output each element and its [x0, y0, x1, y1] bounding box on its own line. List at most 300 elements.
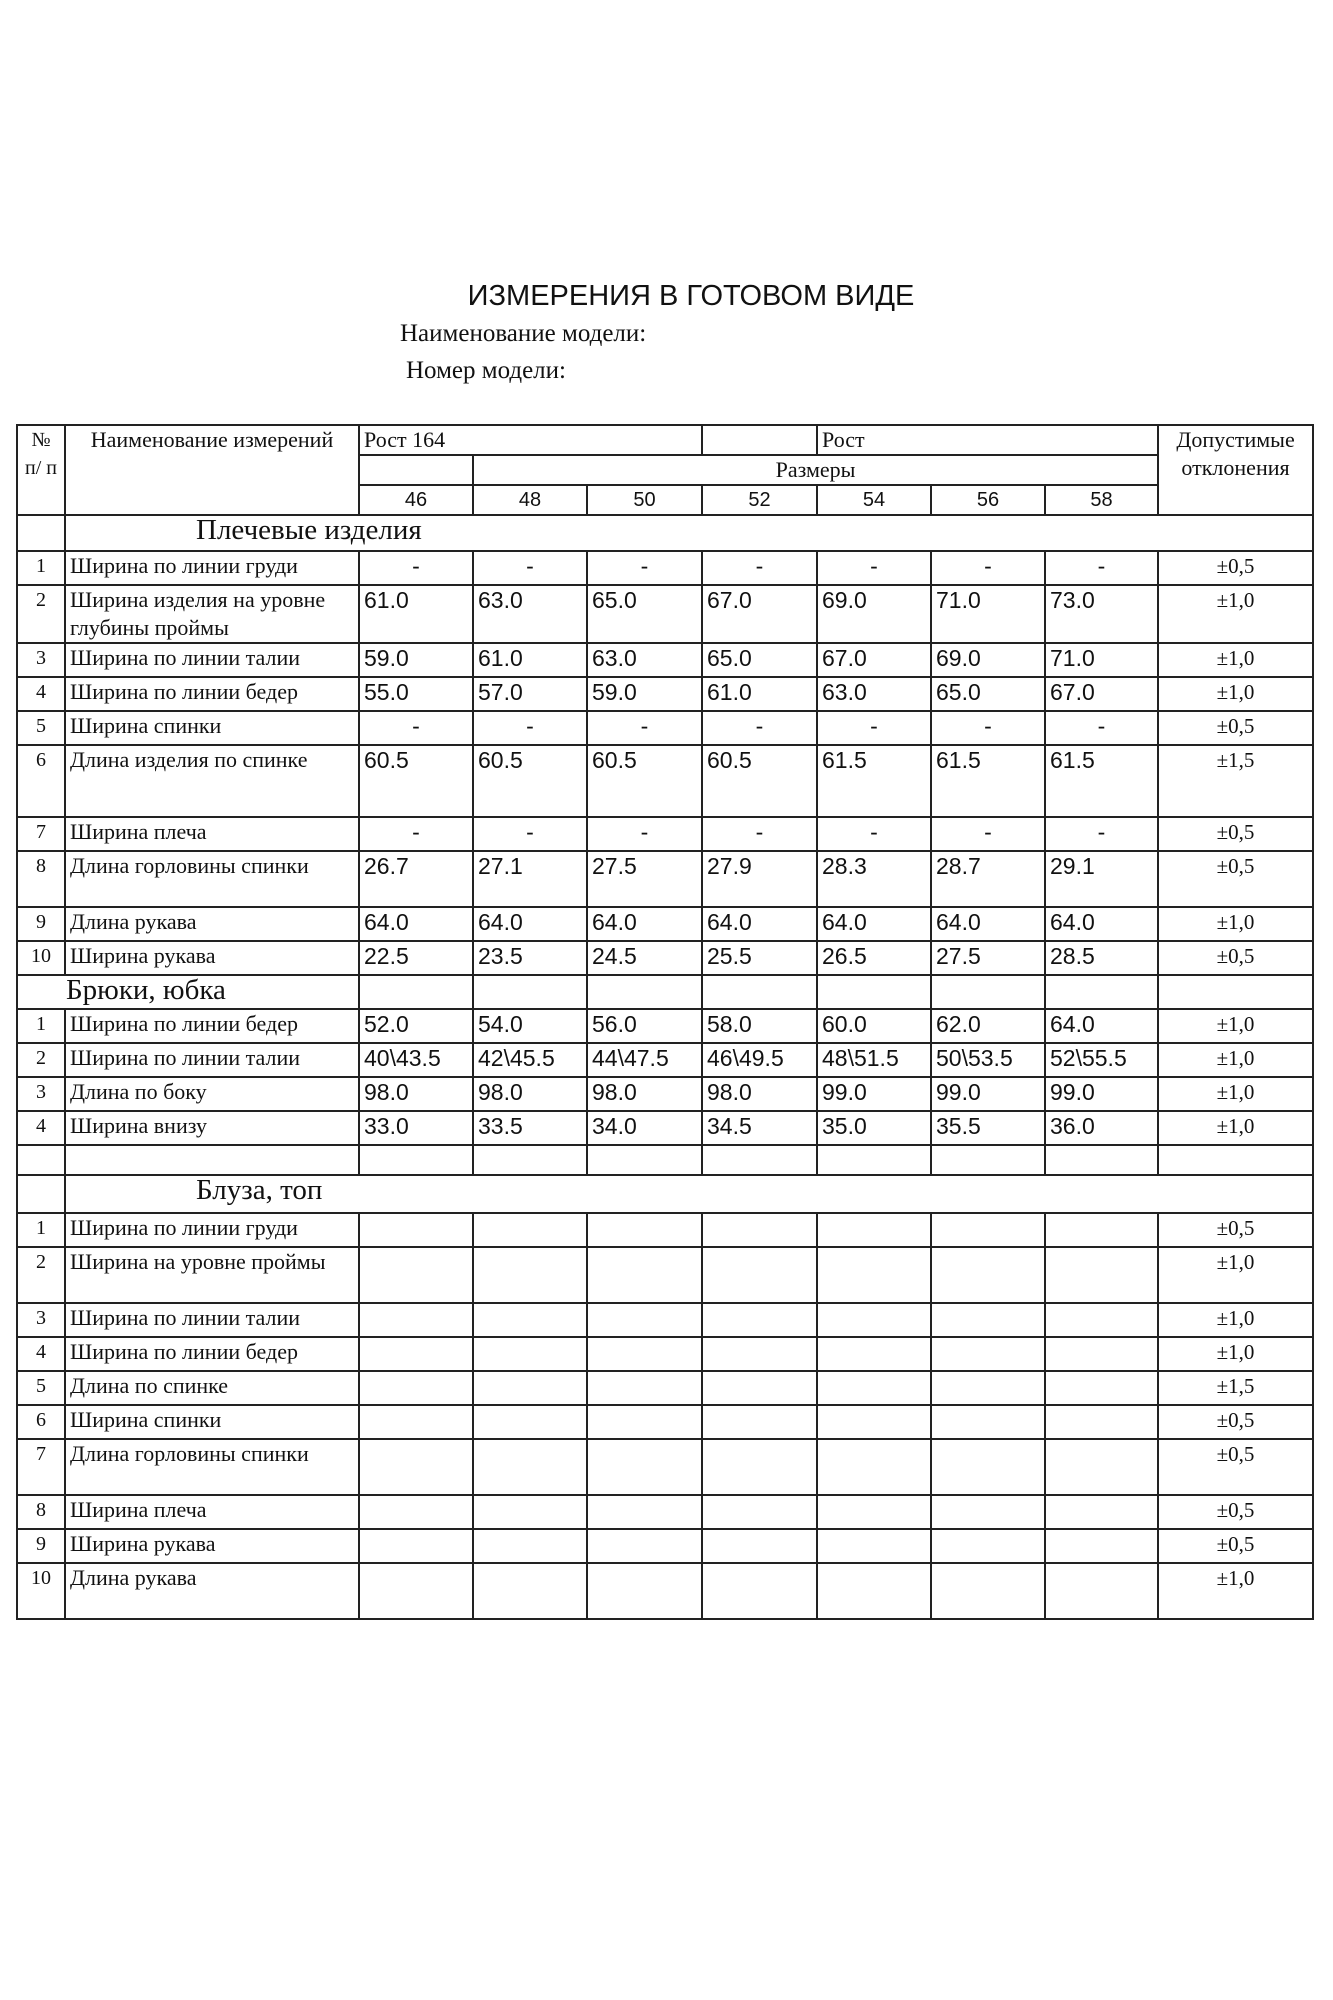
- measurement-name: Длина рукава: [65, 1563, 359, 1619]
- row-number: 3: [17, 643, 65, 677]
- size-header: 52: [702, 485, 817, 515]
- tolerance-value: ±0,5: [1158, 1213, 1313, 1247]
- tolerance-value: ±0,5: [1158, 941, 1313, 975]
- measurement-value: [587, 1213, 702, 1247]
- tolerance-value: ±1,5: [1158, 745, 1313, 817]
- measurement-value: -: [473, 817, 587, 851]
- spacer-row: [17, 1145, 1313, 1175]
- section-blank: [702, 975, 817, 1009]
- measurement-value: [359, 1405, 473, 1439]
- measurement-value: 33.0: [359, 1111, 473, 1145]
- row-number: 7: [17, 1439, 65, 1495]
- tolerance-value: ±0,5: [1158, 1495, 1313, 1529]
- measurement-value: 67.0: [702, 585, 817, 643]
- document-title: ИЗМЕРЕНИЯ В ГОТОВОМ ВИДЕ: [467, 280, 915, 312]
- size-header: 48: [473, 485, 587, 515]
- measurement-value: [702, 1405, 817, 1439]
- section-blank: [1045, 975, 1158, 1009]
- measurement-name: Длина по спинке: [65, 1371, 359, 1405]
- measurement-value: [587, 1563, 702, 1619]
- measurement-value: [702, 1529, 817, 1563]
- table-row: [17, 1303, 1313, 1337]
- measurement-value: 27.1: [473, 851, 587, 907]
- row-number: 6: [17, 745, 65, 817]
- measurement-value: [702, 1371, 817, 1405]
- measurement-value: 28.5: [1045, 941, 1158, 975]
- measurement-value: [587, 1529, 702, 1563]
- measurement-value: [359, 1529, 473, 1563]
- measurement-name: Ширина рукава: [65, 941, 359, 975]
- table-row: [17, 1077, 1313, 1111]
- measurement-value: [931, 1337, 1045, 1371]
- table-row: [17, 1213, 1313, 1247]
- section-title: Плечевые изделия: [65, 515, 1313, 551]
- measurement-value: 61.5: [817, 745, 931, 817]
- measurement-value: -: [817, 711, 931, 745]
- measurement-value: [473, 1439, 587, 1495]
- measurement-value: -: [1045, 551, 1158, 585]
- measurement-value: [587, 1495, 702, 1529]
- measurement-name: Ширина на уровне проймы: [65, 1247, 359, 1303]
- measurement-name: Ширина спинки: [65, 1405, 359, 1439]
- measurement-value: 67.0: [817, 643, 931, 677]
- measurement-value: 36.0: [1045, 1111, 1158, 1145]
- measurement-value: [931, 1303, 1045, 1337]
- measurement-value: 23.5: [473, 941, 587, 975]
- measurement-name: Длина горловины спинки: [65, 851, 359, 907]
- measurement-value: 28.3: [817, 851, 931, 907]
- size-header: 50: [587, 485, 702, 515]
- measurement-value: [931, 1213, 1045, 1247]
- tolerance-value: ±1,0: [1158, 643, 1313, 677]
- row-number: 1: [17, 1009, 65, 1043]
- tolerance-value: ±0,5: [1158, 711, 1313, 745]
- row-number: 2: [17, 1247, 65, 1303]
- row-number: 6: [17, 1405, 65, 1439]
- measurement-value: 25.5: [702, 941, 817, 975]
- measurement-value: [1045, 1213, 1158, 1247]
- measurement-value: [817, 1439, 931, 1495]
- measurement-value: [931, 1405, 1045, 1439]
- measurement-name: Длина по боку: [65, 1077, 359, 1111]
- size-header: 54: [817, 485, 931, 515]
- measurement-value: [473, 1529, 587, 1563]
- measurement-value: [702, 1213, 817, 1247]
- measurement-value: 64.0: [817, 907, 931, 941]
- measurement-value: -: [931, 551, 1045, 585]
- measurement-value: 98.0: [473, 1077, 587, 1111]
- model-name-label: Наименование модели:: [400, 320, 647, 347]
- measurement-value: [1045, 1405, 1158, 1439]
- measurement-value: [473, 1247, 587, 1303]
- measurement-value: [817, 1371, 931, 1405]
- tolerance-value: ±1,0: [1158, 1337, 1313, 1371]
- measurement-name: Ширина спинки: [65, 711, 359, 745]
- measurement-value: [1045, 1247, 1158, 1303]
- table-row: [17, 941, 1313, 975]
- section-title: Блуза, топ: [65, 1175, 1313, 1213]
- measurement-name: Ширина плеча: [65, 1495, 359, 1529]
- size-header: 46: [359, 485, 473, 515]
- measurement-value: [817, 1563, 931, 1619]
- measurement-value: -: [931, 711, 1045, 745]
- measurement-value: 29.1: [1045, 851, 1158, 907]
- measurement-name: Ширина по линии талии: [65, 1303, 359, 1337]
- tolerance-value: ±1,0: [1158, 1303, 1313, 1337]
- table-row: [17, 1043, 1313, 1077]
- row-number: 10: [17, 1563, 65, 1619]
- table-row: [17, 1337, 1313, 1371]
- model-number-label: Номер модели:: [406, 357, 566, 384]
- empty-cell: [1158, 1145, 1313, 1175]
- measurement-value: [587, 1405, 702, 1439]
- measurement-value: -: [1045, 711, 1158, 745]
- measurement-value: 34.0: [587, 1111, 702, 1145]
- measurement-value: 54.0: [473, 1009, 587, 1043]
- measurement-value: [817, 1405, 931, 1439]
- row-number: 1: [17, 551, 65, 585]
- measurement-value: [359, 1495, 473, 1529]
- measurement-value: 65.0: [702, 643, 817, 677]
- measurement-name: Ширина по линии талии: [65, 643, 359, 677]
- size-header: 56: [931, 485, 1045, 515]
- measurements-table: [16, 424, 1314, 1620]
- measurement-value: [359, 1303, 473, 1337]
- measurement-value: -: [702, 551, 817, 585]
- header-sizes-gap: [359, 455, 473, 485]
- table-row: [17, 643, 1313, 677]
- measurement-value: 60.0: [817, 1009, 931, 1043]
- measurement-value: 60.5: [702, 745, 817, 817]
- measurement-value: 26.5: [817, 941, 931, 975]
- measurement-value: [817, 1337, 931, 1371]
- measurement-value: [931, 1371, 1045, 1405]
- measurement-value: [702, 1303, 817, 1337]
- section-blank: [587, 975, 702, 1009]
- measurement-value: 50\53.5: [931, 1043, 1045, 1077]
- measurement-value: [931, 1529, 1045, 1563]
- measurement-value: [1045, 1337, 1158, 1371]
- measurement-value: 61.5: [1045, 745, 1158, 817]
- empty-cell: [702, 1145, 817, 1175]
- measurement-value: 35.0: [817, 1111, 931, 1145]
- size-header: 58: [1045, 485, 1158, 515]
- measurement-value: -: [931, 817, 1045, 851]
- measurement-value: -: [587, 817, 702, 851]
- measurement-value: [359, 1213, 473, 1247]
- section-blank: [17, 1175, 65, 1213]
- measurement-value: 40\43.5: [359, 1043, 473, 1077]
- measurement-value: 60.5: [473, 745, 587, 817]
- measurement-value: 63.0: [587, 643, 702, 677]
- table-row: [17, 1371, 1313, 1405]
- row-number: 9: [17, 907, 65, 941]
- measurement-value: 71.0: [1045, 643, 1158, 677]
- section-blank: [1158, 975, 1313, 1009]
- measurement-value: 98.0: [702, 1077, 817, 1111]
- table-row: [17, 1529, 1313, 1563]
- row-number: 2: [17, 585, 65, 643]
- measurement-value: 22.5: [359, 941, 473, 975]
- measurement-value: [817, 1495, 931, 1529]
- measurement-value: 52.0: [359, 1009, 473, 1043]
- measurement-value: 69.0: [931, 643, 1045, 677]
- tolerance-value: ±1,0: [1158, 1111, 1313, 1145]
- measurement-value: -: [702, 817, 817, 851]
- measurement-value: -: [473, 551, 587, 585]
- tolerance-value: ±0,5: [1158, 1405, 1313, 1439]
- measurement-value: 71.0: [931, 585, 1045, 643]
- measurement-value: 34.5: [702, 1111, 817, 1145]
- measurement-value: 27.5: [931, 941, 1045, 975]
- measurement-value: [359, 1439, 473, 1495]
- tolerance-value: ±1,0: [1158, 1009, 1313, 1043]
- measurement-name: Ширина по линии груди: [65, 551, 359, 585]
- section-title: Брюки, юбка: [17, 975, 359, 1009]
- measurement-name: Ширина изделия на уровне глубины проймы: [65, 585, 359, 643]
- empty-cell: [359, 1145, 473, 1175]
- row-number: 1: [17, 1213, 65, 1247]
- header-height-left: Рост 164: [359, 425, 702, 455]
- row-number: 4: [17, 677, 65, 711]
- measurement-value: [587, 1439, 702, 1495]
- measurement-name: Ширина по линии бедер: [65, 1009, 359, 1043]
- header-no: № п/ п: [17, 425, 65, 515]
- measurement-value: 52\55.5: [1045, 1043, 1158, 1077]
- measurement-value: 98.0: [587, 1077, 702, 1111]
- tolerance-value: ±1,0: [1158, 1077, 1313, 1111]
- measurement-value: 62.0: [931, 1009, 1045, 1043]
- empty-cell: [931, 1145, 1045, 1175]
- table-row: [17, 1111, 1313, 1145]
- measurement-value: 64.0: [931, 907, 1045, 941]
- section-blank: [473, 975, 587, 1009]
- measurement-value: -: [359, 551, 473, 585]
- measurement-value: 99.0: [817, 1077, 931, 1111]
- row-number: 7: [17, 817, 65, 851]
- empty-cell: [473, 1145, 587, 1175]
- measurement-value: [587, 1247, 702, 1303]
- measurement-value: [473, 1303, 587, 1337]
- measurement-value: 60.5: [359, 745, 473, 817]
- measurement-value: [817, 1303, 931, 1337]
- measurement-value: 64.0: [473, 907, 587, 941]
- measurement-value: -: [473, 711, 587, 745]
- tolerance-value: ±0,5: [1158, 817, 1313, 851]
- measurement-value: -: [817, 551, 931, 585]
- measurement-name: Ширина по линии груди: [65, 1213, 359, 1247]
- empty-cell: [1045, 1145, 1158, 1175]
- measurement-value: 63.0: [817, 677, 931, 711]
- table-row: [17, 745, 1313, 817]
- measurement-value: 44\47.5: [587, 1043, 702, 1077]
- tolerance-value: ±1,0: [1158, 585, 1313, 643]
- measurement-value: 42\45.5: [473, 1043, 587, 1077]
- measurement-value: -: [702, 711, 817, 745]
- measurement-value: 28.7: [931, 851, 1045, 907]
- measurement-value: 60.5: [587, 745, 702, 817]
- row-number: 3: [17, 1303, 65, 1337]
- measurement-value: [587, 1337, 702, 1371]
- measurement-value: [359, 1337, 473, 1371]
- measurement-value: 99.0: [1045, 1077, 1158, 1111]
- table-row: [17, 1405, 1313, 1439]
- row-number: 5: [17, 1371, 65, 1405]
- table-row: [17, 1247, 1313, 1303]
- measurement-value: -: [817, 817, 931, 851]
- tolerance-value: ±0,5: [1158, 1439, 1313, 1495]
- tolerance-value: ±0,5: [1158, 851, 1313, 907]
- section-blank: [817, 975, 931, 1009]
- measurement-value: [359, 1563, 473, 1619]
- measurement-value: 67.0: [1045, 677, 1158, 711]
- measurement-value: 24.5: [587, 941, 702, 975]
- measurement-value: 64.0: [1045, 907, 1158, 941]
- measurement-value: [817, 1247, 931, 1303]
- measurement-name: Ширина по линии бедер: [65, 677, 359, 711]
- measurement-value: 64.0: [587, 907, 702, 941]
- measurement-name: Длина изделия по спинке: [65, 745, 359, 817]
- measurement-value: -: [359, 711, 473, 745]
- measurement-value: 33.5: [473, 1111, 587, 1145]
- measurement-value: [1045, 1563, 1158, 1619]
- table-row: [17, 551, 1313, 585]
- measurement-value: 61.0: [359, 585, 473, 643]
- tolerance-value: ±1,0: [1158, 1247, 1313, 1303]
- measurement-value: 64.0: [359, 907, 473, 941]
- empty-cell: [17, 1145, 65, 1175]
- measurement-value: [931, 1495, 1045, 1529]
- row-number: 10: [17, 941, 65, 975]
- measurement-value: 73.0: [1045, 585, 1158, 643]
- measurement-value: 48\51.5: [817, 1043, 931, 1077]
- tolerance-value: ±1,0: [1158, 677, 1313, 711]
- measurement-name: Длина горловины спинки: [65, 1439, 359, 1495]
- measurement-value: 61.0: [473, 643, 587, 677]
- measurement-value: [473, 1213, 587, 1247]
- tolerance-value: ±1,0: [1158, 907, 1313, 941]
- row-number: 5: [17, 711, 65, 745]
- measurement-value: [587, 1303, 702, 1337]
- measurement-value: 64.0: [702, 907, 817, 941]
- header-tolerance: Допустимые отклонения: [1158, 425, 1313, 515]
- tolerance-value: ±1,0: [1158, 1563, 1313, 1619]
- measurement-value: 64.0: [1045, 1009, 1158, 1043]
- measurement-value: [1045, 1303, 1158, 1337]
- measurement-value: [359, 1371, 473, 1405]
- measurement-value: 27.9: [702, 851, 817, 907]
- tolerance-value: ±1,5: [1158, 1371, 1313, 1405]
- table-row: [17, 1563, 1313, 1619]
- measurement-value: 65.0: [587, 585, 702, 643]
- measurement-name: Ширина по линии бедер: [65, 1337, 359, 1371]
- measurement-value: 59.0: [587, 677, 702, 711]
- row-number: 4: [17, 1111, 65, 1145]
- section-row: [17, 975, 1313, 1009]
- measurement-value: 65.0: [931, 677, 1045, 711]
- measurement-name: Ширина рукава: [65, 1529, 359, 1563]
- measurement-value: 57.0: [473, 677, 587, 711]
- empty-cell: [587, 1145, 702, 1175]
- measurement-value: [587, 1371, 702, 1405]
- header-height-right: Рост: [817, 425, 1158, 455]
- measurement-value: 46\49.5: [702, 1043, 817, 1077]
- measurement-value: 27.5: [587, 851, 702, 907]
- measurement-value: 61.0: [702, 677, 817, 711]
- section-blank: [17, 515, 65, 551]
- measurement-name: Ширина по линии талии: [65, 1043, 359, 1077]
- measurement-value: [817, 1529, 931, 1563]
- measurement-value: 35.5: [931, 1111, 1045, 1145]
- row-number: 2: [17, 1043, 65, 1077]
- measurement-value: [702, 1495, 817, 1529]
- measurement-value: -: [1045, 817, 1158, 851]
- measurement-value: [931, 1439, 1045, 1495]
- measurement-value: -: [359, 817, 473, 851]
- section-row: [17, 515, 1313, 551]
- measurement-value: 59.0: [359, 643, 473, 677]
- measurement-value: [931, 1563, 1045, 1619]
- table-row: [17, 585, 1313, 643]
- header-sizes-label: Размеры: [473, 455, 1158, 485]
- measurement-value: 61.5: [931, 745, 1045, 817]
- measurement-value: [1045, 1495, 1158, 1529]
- table-row: [17, 1495, 1313, 1529]
- row-number: 3: [17, 1077, 65, 1111]
- measurement-value: [473, 1405, 587, 1439]
- measurement-value: -: [587, 711, 702, 745]
- empty-cell: [817, 1145, 931, 1175]
- measurement-value: 98.0: [359, 1077, 473, 1111]
- measurement-value: -: [587, 551, 702, 585]
- measurement-value: [817, 1213, 931, 1247]
- tolerance-value: ±0,5: [1158, 551, 1313, 585]
- measurement-value: [702, 1247, 817, 1303]
- measurement-value: [1045, 1371, 1158, 1405]
- measurement-value: 55.0: [359, 677, 473, 711]
- header-height-gap: [702, 425, 817, 455]
- measurement-value: [702, 1439, 817, 1495]
- section-row: [17, 1175, 1313, 1213]
- measurement-value: 58.0: [702, 1009, 817, 1043]
- table-row: [17, 1439, 1313, 1495]
- tolerance-value: ±1,0: [1158, 1043, 1313, 1077]
- measurement-value: [702, 1337, 817, 1371]
- section-blank: [359, 975, 473, 1009]
- measurement-value: [473, 1563, 587, 1619]
- measurement-value: 69.0: [817, 585, 931, 643]
- measurement-value: 56.0: [587, 1009, 702, 1043]
- measurement-value: 99.0: [931, 1077, 1045, 1111]
- table-row: [17, 817, 1313, 851]
- table-row: [17, 907, 1313, 941]
- header-name: Наименование измерений: [65, 425, 359, 515]
- empty-cell: [65, 1145, 359, 1175]
- row-number: 9: [17, 1529, 65, 1563]
- table-row: [17, 1009, 1313, 1043]
- measurement-value: [931, 1247, 1045, 1303]
- measurement-value: 26.7: [359, 851, 473, 907]
- measurement-value: [1045, 1439, 1158, 1495]
- measurement-value: [473, 1371, 587, 1405]
- table-row: [17, 851, 1313, 907]
- measurement-value: [473, 1337, 587, 1371]
- table-row: [17, 711, 1313, 745]
- row-number: 8: [17, 1495, 65, 1529]
- measurement-name: Ширина плеча: [65, 817, 359, 851]
- measurement-value: [1045, 1529, 1158, 1563]
- measurement-value: [702, 1563, 817, 1619]
